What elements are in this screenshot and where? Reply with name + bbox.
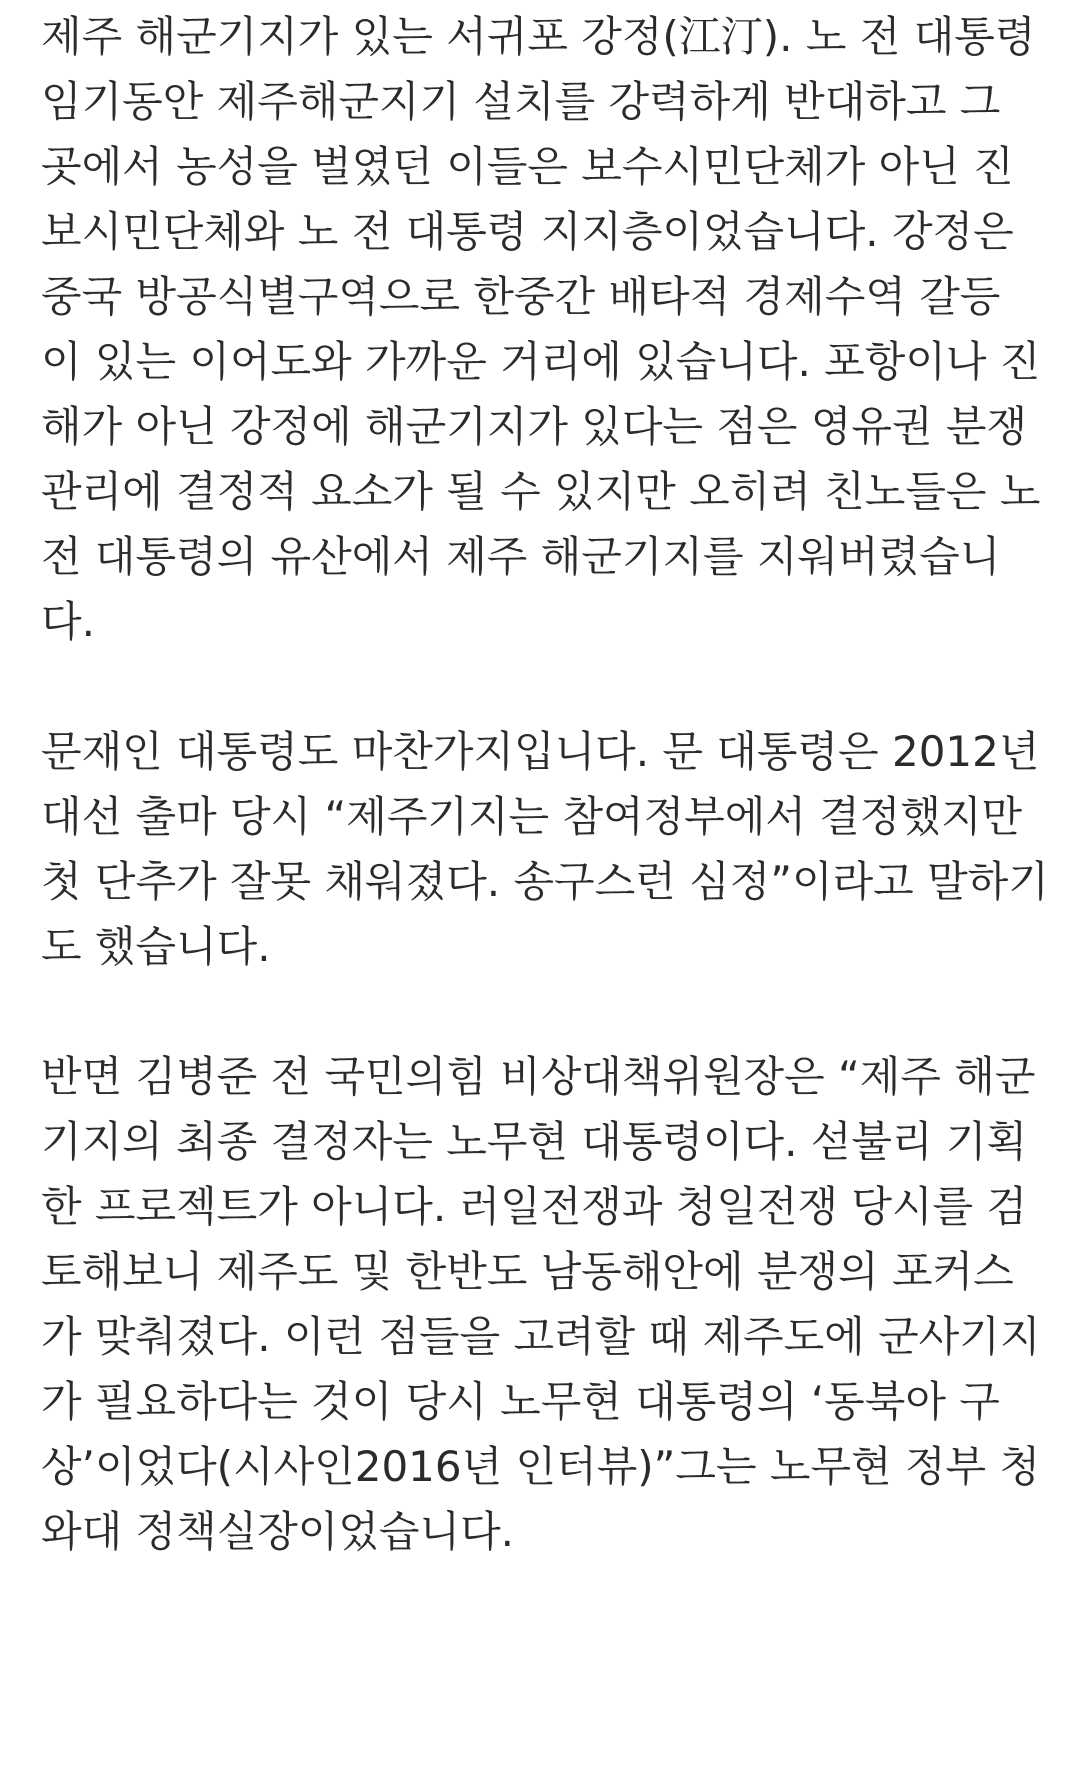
paragraph-2 — [41, 719, 1051, 979]
text-line: 첫 단추가 잘못 채워졌다. 송구스런 심정”이라고 말하기 — [41, 857, 1049, 906]
paragraph-1 — [41, 4, 1051, 654]
paragraph-spacer — [41, 654, 1051, 719]
paragraph-3 — [41, 1044, 1051, 1564]
text-line: 도 했습니다. — [41, 922, 271, 971]
text-line: 가 필요하다는 것이 당시 노무현 대통령의 ‘동북아 구 — [41, 1377, 1000, 1426]
text-line: 한 프로젝트가 아니다. 러일전쟁과 청일전쟁 당시를 검 — [41, 1182, 1028, 1231]
text-line: 보시민단체와 노 전 대통령 지지층이었습니다. 강정은 — [41, 207, 1014, 256]
text-line: 대선 출마 당시 “제주기지는 참여정부에서 결정했지만 — [41, 792, 1023, 841]
text-line: 상’이었다(시사인2016년 인터뷰)”그는 노무현 정부 청 — [41, 1442, 1041, 1491]
article-body — [41, 4, 1051, 1564]
text-line: 관리에 결정적 요소가 될 수 있지만 오히려 친노들은 노 — [41, 467, 1041, 516]
text-line: 기지의 최종 결정자는 노무현 대통령이다. 섣불리 기획 — [41, 1117, 1028, 1166]
text-line: 토해보니 제주도 및 한반도 남동해안에 분쟁의 포커스 — [41, 1247, 1014, 1296]
text-line: 제주 해군기지가 있는 서귀포 강정(江汀). 노 전 대통령 — [41, 12, 1036, 61]
text-line: 해가 아닌 강정에 해군기지가 있다는 점은 영유권 분쟁 — [41, 402, 1028, 451]
text-line: 다. — [41, 597, 95, 646]
text-line: 문재인 대통령도 마찬가지입니다. 문 대통령은 2012년 — [41, 727, 1040, 776]
text-line: 와대 정책실장이었습니다. — [41, 1507, 514, 1556]
text-line: 중국 방공식별구역으로 한중간 배타적 경제수역 갈등 — [41, 272, 1001, 321]
text-line: 전 대통령의 유산에서 제주 해군기지를 지워버렸습니 — [41, 532, 1001, 581]
text-line: 반면 김병준 전 국민의힘 비상대책위원장은 “제주 해군 — [41, 1052, 1036, 1101]
paragraph-spacer — [41, 979, 1051, 1044]
text-line: 임기동안 제주해군지기 설치를 강력하게 반대하고 그 — [41, 77, 1001, 126]
text-line: 곳에서 농성을 벌였던 이들은 보수시민단체가 아닌 진 — [41, 142, 1014, 191]
text-line: 이 있는 이어도와 가까운 거리에 있습니다. 포항이나 진 — [41, 337, 1041, 386]
text-line: 가 맞춰졌다. 이런 점들을 고려할 때 제주도에 군사기지 — [41, 1312, 1041, 1361]
